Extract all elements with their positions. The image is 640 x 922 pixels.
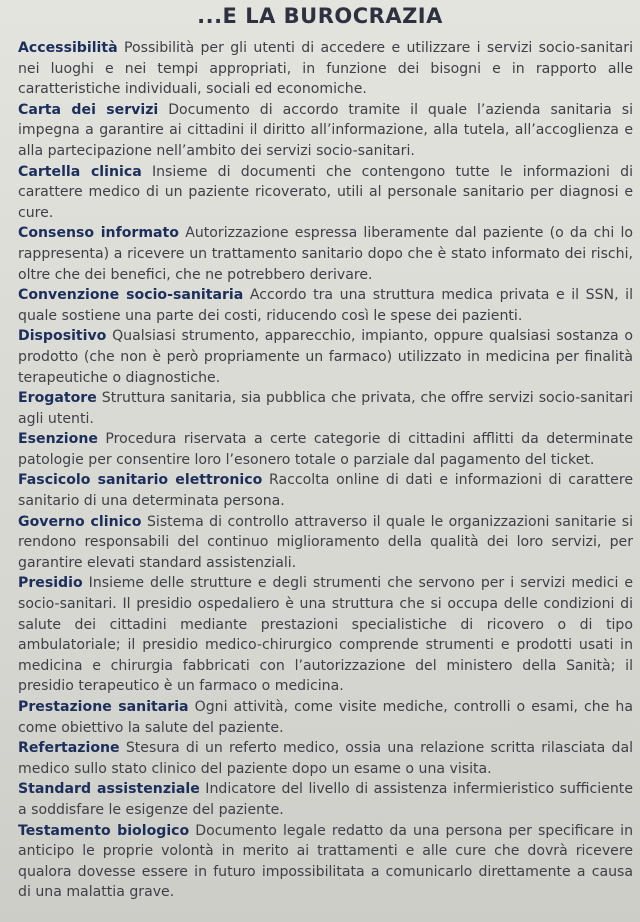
glossary-term: Erogatore <box>18 390 97 407</box>
glossary-term: Testamento biologico <box>18 822 190 839</box>
glossary-definition: Accordo tra una struttura medica privata e il SSN, il quale sostiene una parte dei costi, riducendo così le spese dei pazienti. <box>18 287 633 324</box>
glossary-definition: Raccolta online di dati e informazioni di carattere sanitario di una determinata persona. <box>18 472 633 510</box>
glossary-term: Accessibilità <box>18 40 118 56</box>
glossary-definition: Sistema di controllo attraverso il quale le organizzazioni sanitarie si rendono responsabili del continuo miglioramento della qualità dei loro servizi, per garantire elevati standard assistenziali. <box>18 513 633 571</box>
glossary-entry <box>18 38 633 100</box>
glossary <box>18 38 633 903</box>
glossary-entry <box>18 285 633 326</box>
glossary-definition: Insieme delle strutture e degli strumenti che servono per i servizi medici e socio-sanitari. Il presidio ospedaliero è una struttura che si occupa delle condizioni di salute dei cittadini mediante prestazioni specialistiche di ricovero o di tipo ambulatoriale; il presidio medico-chirurgico comprende strumenti e prodotti usati in medicina e chirurgia fabbricati con l’autorizzazione del ministero della Sanità; il presidio terapeutico è un farmaco o medicina. <box>18 575 634 695</box>
glossary-entry <box>18 779 633 820</box>
page-title: ...E LA BUROCRAZIA <box>197 4 443 28</box>
glossary-definition: Qualsiasi strumento, apparecchio, impianto, oppure qualsiasi sostanza o prodotto (che non è però propriamente un farmaco) utilizzato in medicina per finalità terapeutiche o diagnostiche. <box>18 328 633 386</box>
glossary-entry <box>18 573 633 697</box>
glossary-term: Convenzione socio-sanitaria <box>18 287 244 304</box>
glossary-term: Standard assistenziale <box>18 781 200 798</box>
glossary-entry <box>18 100 633 162</box>
glossary-definition: Possibilità per gli utenti di accedere e utilizzare i servizi socio-sanitari nei luoghi e nei tempi appropriati, in funzione dei bisogni e in rapporto alle caratteristiche individuali, sociali ed economiche. <box>18 40 633 98</box>
glossary-definition: Stesura di un referto medico, ossia una relazione scritta rilasciata dal medico sullo stato clinico del paziente dopo un esame o una visita. <box>18 740 634 777</box>
glossary-term: Cartella clinica <box>18 163 142 180</box>
glossary-term: Consenso informato <box>18 225 179 242</box>
glossary-definition: Insieme di documenti che contengono tutte le informazioni di carattere medico di un paziente ricoverato, utili al personale sanitario per diagnosi e cure. <box>18 163 633 221</box>
glossary-definition: Struttura sanitaria, sia pubblica che privata, che offre servizi socio-sanitari agli utenti. <box>18 390 633 427</box>
glossary-definition: Autorizzazione espressa liberamente dal paziente (o da chi lo rappresenta) a ricevere un trattamento sanitario dopo che è stato informato dei rischi, oltre che dei benefici, che ne potrebbero derivare. <box>18 225 634 283</box>
glossary-term: Dispositivo <box>18 328 107 345</box>
glossary-term: Presidio <box>18 575 83 592</box>
glossary-entry <box>18 429 633 470</box>
glossary-entry <box>18 223 633 285</box>
glossary-term: Governo clinico <box>18 513 142 530</box>
glossary-term: Prestazione sanitaria <box>18 699 189 715</box>
glossary-entry <box>18 326 633 388</box>
glossary-entry <box>18 697 633 738</box>
glossary-term: Refertazione <box>18 740 120 757</box>
glossary-definition: Documento di accordo tramite il quale l’azienda sanitaria si impegna a garantire ai cittadini il diritto all’informazione, alla tutela, all’accoglienza e alla partecipazione nell’ambito dei servizi socio-sanitari. <box>18 101 633 159</box>
glossary-term: Fascicolo sanitario elettronico <box>18 472 263 489</box>
glossary-entry <box>18 162 633 224</box>
glossary-entry <box>18 470 633 511</box>
glossary-entry <box>18 738 633 779</box>
glossary-definition: Indicatore del livello di assistenza infermieristico sufficiente a soddisfare le esigenze del paziente. <box>18 781 633 818</box>
glossary-term: Esenzione <box>18 431 98 448</box>
glossary-definition: Procedura riservata a certe categorie di cittadini afflitti da determinate patologie per consentire loro l’esonero totale o parziale dal pagamento del ticket. <box>18 431 633 468</box>
glossary-definition: Ogni attività, come visite mediche, controlli o esami, che ha come obiettivo la salute del paziente. <box>18 699 633 736</box>
glossary-entry <box>18 821 633 903</box>
glossary-entry <box>18 512 633 574</box>
glossary-term: Carta dei servizi <box>18 101 159 118</box>
glossary-entry <box>18 388 633 429</box>
glossary-definition: Documento legale redatto da una persona per specificare in anticipo le proprie volontà in merito ai trattamenti e alle cure che dovrà ricevere qualora dovesse essere in futuro impossibilitata a comunicarlo direttamente a causa di una malattia grave. <box>18 822 634 901</box>
